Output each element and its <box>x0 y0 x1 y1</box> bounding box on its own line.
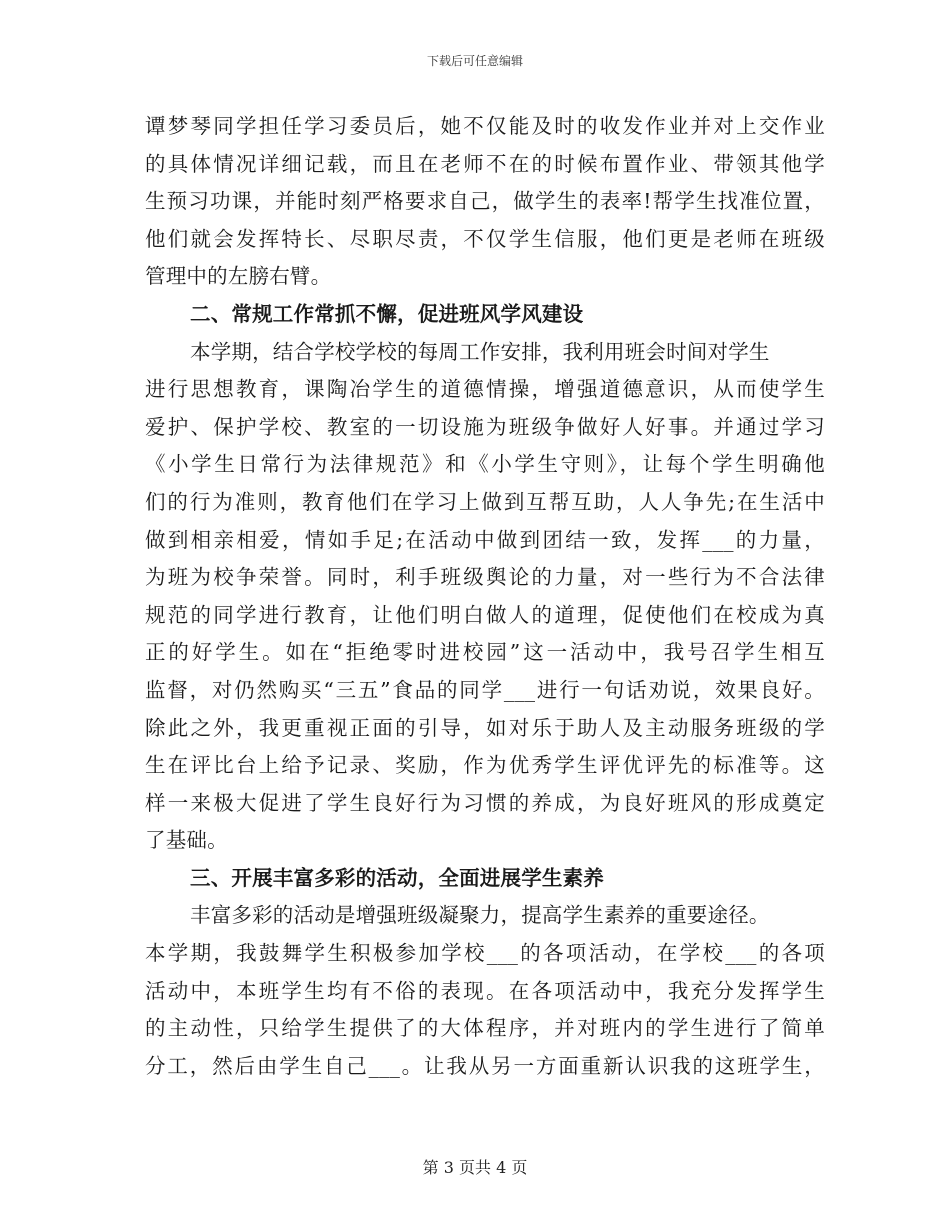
section-heading: 二、常规工作常抓不懈，促进班风学风建设 <box>190 301 584 326</box>
text-line: 做到相亲相爱，情如手足;在活动中做到团结一致，发挥___的力量， <box>145 527 825 552</box>
paragraph-first-line: 本学期，结合学校学校的每周工作安排，我利用班会时间对学生 <box>190 339 770 364</box>
header-note: 下载后可任意编辑 <box>426 54 523 68</box>
text-line: 正的好学生。如在“拒绝零时进校园”这一活动中，我号召学生相互 <box>145 640 825 665</box>
text-line: 为班为校争荣誉。同时，利手班级舆论的力量，对一些行为不合法律 <box>145 565 825 590</box>
paragraph-last-line: 管理中的左膀右臂。 <box>145 264 332 289</box>
text-line: 生在评比台上给予记录、奖励，作为优秀学生评优评先的标准等。这 <box>145 753 825 778</box>
text-line: 分工，然后由学生自己___。让我从另一方面重新认识我的这班学生， <box>145 1053 825 1078</box>
paragraph-first-line: 丰富多彩的活动是增强班级凝聚力，提高学生素养的重要途径。 <box>190 903 770 928</box>
text-line: 本学期，我鼓舞学生积极参加学校___的各项活动，在学校___的各项 <box>145 941 825 966</box>
text-line: 爱护、保护学校、教室的一切设施为班级争做好人好事。并通过学习 <box>145 414 825 439</box>
text-line: 的主动性，只给学生提供了的大体程序，并对班内的学生进行了简单 <box>145 1016 825 1041</box>
document-body <box>145 108 825 1085</box>
text-line: 监督，对仍然购买“三五”食品的同学___进行一句话劝说，效果良好。 <box>145 677 825 702</box>
page-footer: 第 3 页共 4 页 <box>422 1158 528 1177</box>
text-line: 们的行为准则，教育他们在学习上做到互帮互助，人人争先;在生活中 <box>145 489 825 514</box>
text-line: 他们就会发挥特长、尽职尽责，不仅学生信服，他们更是老师在班级 <box>145 226 825 251</box>
text-line: 谭梦琴同学担任学习委员后，她不仅能及时的收发作业并对上交作业 <box>145 114 825 138</box>
text-line: 进行思想教育，课陶冶学生的道德情操，增强道德意识，从而使学生 <box>145 377 825 402</box>
text-line: 的具体情况详细记载，而且在老师不在的时候布置作业、带领其他学 <box>145 151 825 176</box>
text-line: 样一来极大促进了学生良好行为习惯的养成，为良好班风的形成奠定 <box>145 790 825 815</box>
text-line: 活动中，本班学生均有不俗的表现。在各项活动中，我充分发挥学生 <box>145 978 825 1003</box>
text-line: 《小学生日常行为法律规范》和《小学生守则》，让每个学生明确他 <box>145 452 825 477</box>
text-line: 除此之外，我更重视正面的引导，如对乐于助人及主动服务班级的学 <box>145 715 825 740</box>
paragraph-last-line: 了基础。 <box>145 828 228 853</box>
text-line: 生预习功课，并能时刻严格要求自己，做学生的表率!帮学生找准位置， <box>145 189 825 214</box>
section-heading: 三、开展丰富多彩的活动，全面进展学生素养 <box>190 865 604 890</box>
text-line: 规范的同学进行教育，让他们明白做人的道理，促使他们在校成为真 <box>145 602 825 627</box>
